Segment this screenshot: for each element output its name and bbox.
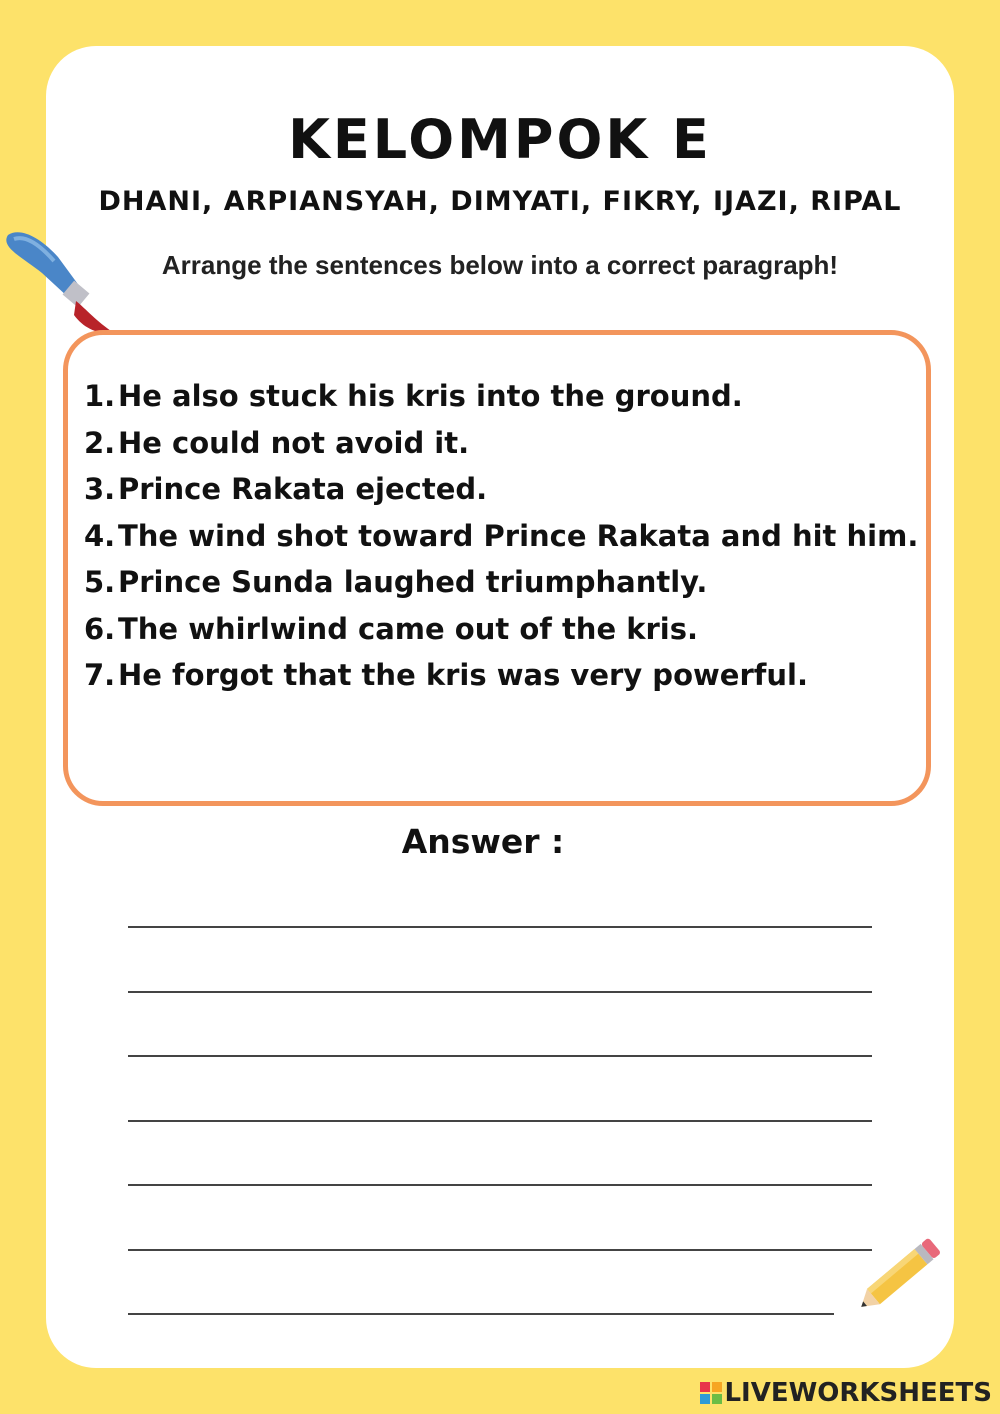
sentence-text: Prince Rakata ejected.	[118, 472, 488, 506]
sentence-text: The wind shot toward Prince Rakata and hit him.	[118, 518, 919, 553]
answer-lines	[128, 0, 872, 1414]
instruction-text: Arrange the sentences below into a correct paragraph!	[161, 250, 839, 280]
watermark-text: LIVEWORKSHEETS	[724, 1378, 992, 1408]
answer-line[interactable]	[128, 1313, 834, 1315]
sentence-number: 5.	[84, 565, 116, 599]
sentence-text: He also stuck his kris into the ground.	[118, 379, 743, 413]
sentence-number: 2.	[84, 425, 116, 460]
paintbrush-icon	[0, 225, 125, 340]
sentence-number: 4.	[84, 518, 116, 553]
answer-line[interactable]	[128, 1055, 872, 1057]
answer-line[interactable]	[128, 1120, 872, 1122]
group-members: DHANI, ARPIANSYAH, DIMYATI, FIKRY, IJAZI, RIPAL	[98, 186, 902, 217]
sentence-text: Prince Sunda laughed triumphantly.	[118, 565, 708, 599]
page-title: KELOMPOK E	[288, 108, 712, 171]
answer-line[interactable]	[128, 991, 872, 993]
sentence-number: 7.	[84, 658, 116, 692]
answer-line[interactable]	[128, 926, 872, 928]
sentence-text: He could not avoid it.	[118, 425, 470, 460]
answer-line[interactable]	[128, 1184, 872, 1186]
sentence-number: 3.	[84, 472, 116, 506]
sentence-number: 1.	[84, 379, 116, 413]
sentence-text: He forgot that the kris was very powerful.	[118, 658, 808, 692]
answer-line[interactable]	[128, 1249, 872, 1251]
pencil-icon	[848, 1228, 948, 1323]
sentence-number: 6.	[84, 611, 116, 646]
liveworksheets-watermark	[700, 1378, 992, 1408]
sentence-text: The whirlwind came out of the kris.	[118, 611, 699, 646]
answer-label: Answer :	[401, 822, 565, 861]
liveworksheets-logo-icon	[700, 1382, 722, 1404]
